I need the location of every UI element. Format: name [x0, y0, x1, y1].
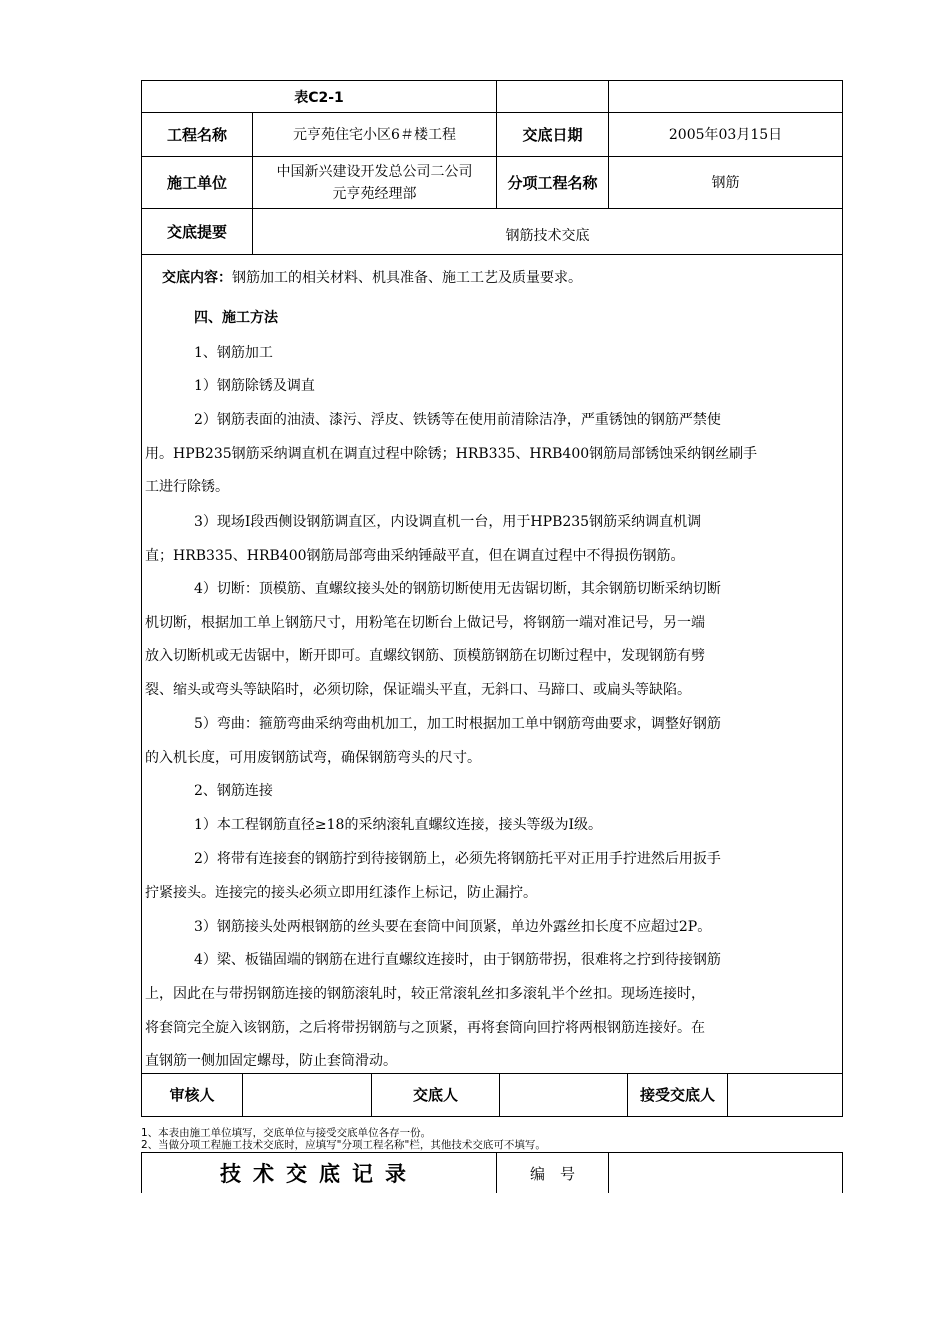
content-line: 2）钢筋表面的油渍、漆污、浮皮、铁锈等在使用前清除洁净，严重锈蚀的钢筋严禁使 [194, 412, 721, 428]
number-label: 编 号 [497, 1153, 609, 1194]
content-line: 裂、缩头或弯头等缺陷时，必须切除，保证端头平直，无斜口、马蹄口、或扁头等缺陷。 [145, 682, 691, 698]
section-heading: 四、施工方法 [194, 310, 278, 326]
unit-value [253, 157, 497, 209]
content-line: 1）钢筋除锈及调直 [194, 378, 315, 394]
disclosure-form [141, 80, 842, 1117]
content-line: 用。HPB235钢筋采纳调直机在调直过程中除锈；HRB335、HRB400钢筋局部锈蚀采纳钢丝刷手 [145, 446, 758, 462]
content-line: 4）切断：顶模筋、直螺纹接头处的钢筋切断使用无齿锯切断，其余钢筋切断采纳切断 [194, 581, 721, 597]
intro-line [162, 267, 582, 287]
content-line: 将套筒完全旋入该钢筋，之后将带拐钢筋与之顶紧，再将套筒向回拧将两根钢筋连接好。在 [145, 1020, 705, 1036]
form-notes [141, 1127, 546, 1151]
content-line: 1、钢筋加工 [194, 345, 273, 361]
project-name-label: 工程名称 [142, 113, 253, 157]
discloser-field [500, 1073, 628, 1116]
subproject-value: 钢筋 [609, 157, 843, 209]
number-field [609, 1153, 843, 1194]
subproject-label: 分项工程名称 [497, 157, 609, 209]
receiver-label: 接受交底人 [628, 1073, 728, 1116]
intro-text: 钢筋加工的相关材料、机具准备、施工工艺及质量要求。 [232, 270, 582, 286]
summary-value: 钢筋技术交底 [253, 209, 843, 255]
content-line: 拧紧接头。连接完的接头必须立即用红漆作上标记，防止漏拧。 [145, 885, 537, 901]
content-line: 3）现场Ⅰ段西侧设钢筋调直区，内设调直机一台，用于HPB235钢筋采纳调直机调 [194, 514, 702, 530]
discloser-label: 交底人 [372, 1073, 500, 1116]
content-line: 放入切断机或无齿锯中，断开即可。直螺纹钢筋、顶模筋钢筋在切断过程中，发现钢筋有劈 [145, 648, 705, 664]
empty-cell [497, 81, 609, 113]
table-number: 表C2-1 [142, 81, 497, 113]
note-2: 2、当做分项工程施工技术交底时，应填写"分项工程名称"栏，其他技术交底可不填写。 [141, 1139, 546, 1151]
content-line: 1）本工程钢筋直径≥18的采纳滚轧直螺纹连接，接头等级为Ⅰ级。 [194, 817, 602, 833]
intro-label: 交底内容： [162, 270, 232, 286]
note-1: 1、本表由施工单位填写，交底单位与接受交底单位各存一份。 [141, 1127, 432, 1139]
header-table [141, 80, 843, 1074]
unit-line-2: 元亨苑经理部 [332, 185, 417, 202]
content-line: 的入机长度，可用废钢筋试弯，确保钢筋弯头的尺寸。 [145, 750, 481, 766]
disclosure-content [142, 255, 842, 1073]
reviewer-field [243, 1073, 372, 1116]
receiver-field [728, 1073, 843, 1116]
date-label: 交底日期 [497, 113, 609, 157]
content-line: 直钢筋一侧加固定螺母，防止套筒滑动。 [145, 1053, 397, 1069]
content-line: 上，因此在与带拐钢筋连接的钢筋滚轧时，较正常滚轧丝扣多滚轧半个丝扣。现场连接时， [145, 986, 705, 1002]
content-line: 5）弯曲：箍筋弯曲采纳弯曲机加工，加工时根据加工单中钢筋弯曲要求，调整好钢筋 [194, 716, 721, 732]
reviewer-label: 审核人 [142, 1073, 243, 1116]
signature-table [141, 1073, 843, 1117]
content-line: 3）钢筋接头处两根钢筋的丝头要在套筒中间顶紧，单边外露丝扣长度不应超过2P。 [194, 919, 712, 935]
footer-table [141, 1152, 843, 1193]
content-line: 机切断，根据加工单上钢筋尺寸，用粉笔在切断台上做记号，将钢筋一端对准记号，另一端 [145, 615, 705, 631]
unit-line-1: 中国新兴建设开发总公司二公司 [276, 163, 473, 180]
content-line: 直；HRB335、HRB400钢筋局部弯曲采纳锤敲平直，但在调直过程中不得损伤钢筋。 [145, 548, 685, 564]
project-name-value: 元亨苑住宅小区6＃楼工程 [253, 113, 497, 157]
unit-label: 施工单位 [142, 157, 253, 209]
content-line: 2、钢筋连接 [194, 783, 273, 799]
summary-label: 交底提要 [142, 209, 253, 255]
content-cell [142, 255, 843, 1074]
empty-cell [609, 81, 843, 113]
record-title: 技术交底记录 [142, 1153, 497, 1194]
content-line: 4）梁、板锚固端的钢筋在进行直螺纹连接时，由于钢筋带拐，很难将之拧到待接钢筋 [194, 952, 721, 968]
content-line: 工进行除锈。 [145, 479, 229, 495]
content-line: 2）将带有连接套的钢筋拧到待接钢筋上，必须先将钢筋托平对正用手拧进然后用扳手 [194, 851, 721, 867]
date-value: 2005年03月15日 [609, 113, 843, 157]
